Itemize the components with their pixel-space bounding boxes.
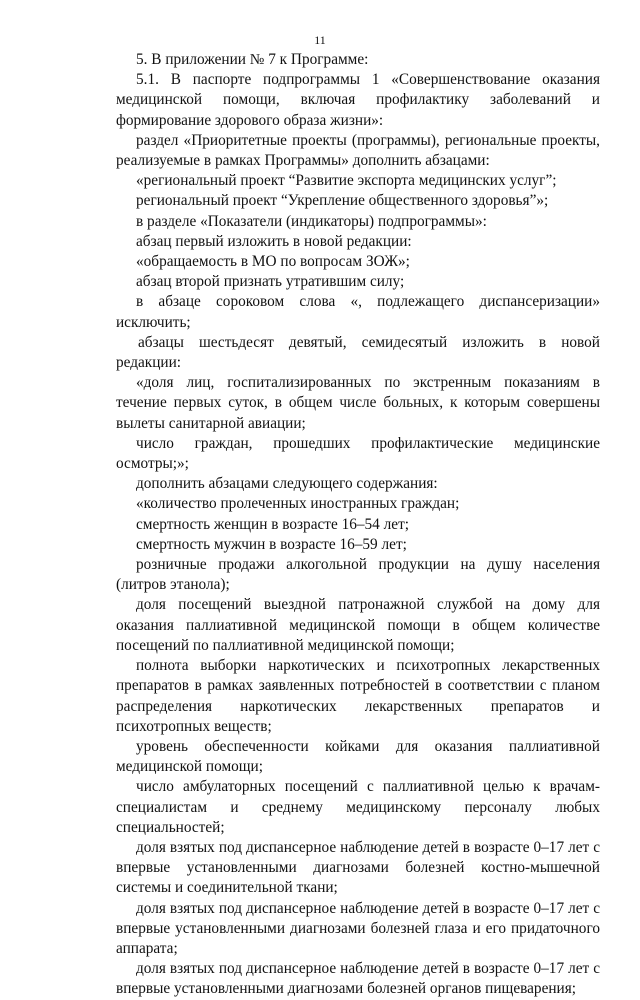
paragraph: в разделе «Показатели (индикаторы) подпрограммы»:	[136, 212, 487, 230]
paragraph: «региональный проект “Развитие экспорта медицинских услуг”;	[136, 172, 557, 190]
paragraph: абзацы шестьдесят девятый, семидесятый изложить в новой редакции:	[116, 333, 600, 372]
paragraph: смертность женщин в возрасте 16–54 лет;	[136, 515, 410, 533]
paragraph: дополнить абзацами следующего содержания:	[136, 475, 438, 493]
paragraph: абзац второй признать утратившим силу;	[136, 273, 405, 291]
paragraph: «обращаемость в МО по вопросам ЗОЖ»;	[136, 253, 410, 271]
paragraph: число граждан, прошедших профилактические медицинские осмотры;»;	[116, 434, 600, 473]
document-body	[116, 50, 600, 1000]
paragraph: уровень обеспеченности койками для оказания паллиативной медицинской помощи;	[116, 737, 600, 776]
paragraph: число амбулаторных посещений с паллиативной целью к врачам-специалистам и среднему медицинскому персоналу любых специальностей;	[116, 778, 600, 836]
paragraph: доля взятых под диспансерное наблюдение детей в возрасте 0–17 лет с впервые установленными диагнозами болезней глаза и его придаточного аппарата;	[116, 899, 600, 957]
paragraph-section-5-1: 5.1. В паспорте подпрограммы 1 «Совершенствование оказания медицинской помощи, включая профилактику заболеваний и формирование здорового образа жизни»:	[116, 71, 600, 129]
page-number: 11	[314, 33, 326, 47]
paragraph: абзац первый изложить в новой редакции:	[136, 232, 412, 250]
paragraph: доля взятых под диспансерное наблюдение детей в возрасте 0–17 лет с впервые установленными диагнозами болезней костно-мышечной системы и соединительной ткани;	[116, 838, 600, 897]
paragraph: доля взятых под диспансерное наблюдение детей в возрасте 0–17 лет с впервые установленными диагнозами болезней органов пищеварения;	[116, 960, 600, 998]
paragraph: розничные продажи алкогольной продукции на душу населения (литров этанола);	[116, 556, 600, 594]
paragraph: доля посещений выездной патронажной службой на дому для оказания паллиативной медицинской помощи в общем количестве посещений по паллиативной медицинской помощи;	[116, 596, 600, 654]
paragraph: раздел «Приоритетные проекты (программы), региональные проекты, реализуемые в рамках Программы» дополнить абзацами:	[116, 131, 600, 170]
paragraph-section-5: 5. В приложении № 7 к Программе:	[136, 51, 369, 68]
paragraph: «количество пролеченных иностранных граждан;	[136, 495, 460, 513]
paragraph: «доля лиц, госпитализированных по экстренным показаниям в течение первых суток, в общем числе больных, к которым совершены вылеты санитарной авиации;	[116, 374, 600, 432]
paragraph: в абзаце сороковом слова «, подлежащего диспансеризации» исключить;	[116, 293, 600, 331]
paragraph: региональный проект “Укрепление общественного здоровья”»;	[136, 192, 549, 210]
paragraph: смертность мужчин в возрасте 16–59 лет;	[136, 535, 407, 553]
paragraph: полнота выборки наркотических и психотропных лекарственных препаратов в рамках заявленных потребностей в соответствии с планом распределения наркотических лекарственных препаратов и психотропных веществ;	[116, 657, 600, 735]
